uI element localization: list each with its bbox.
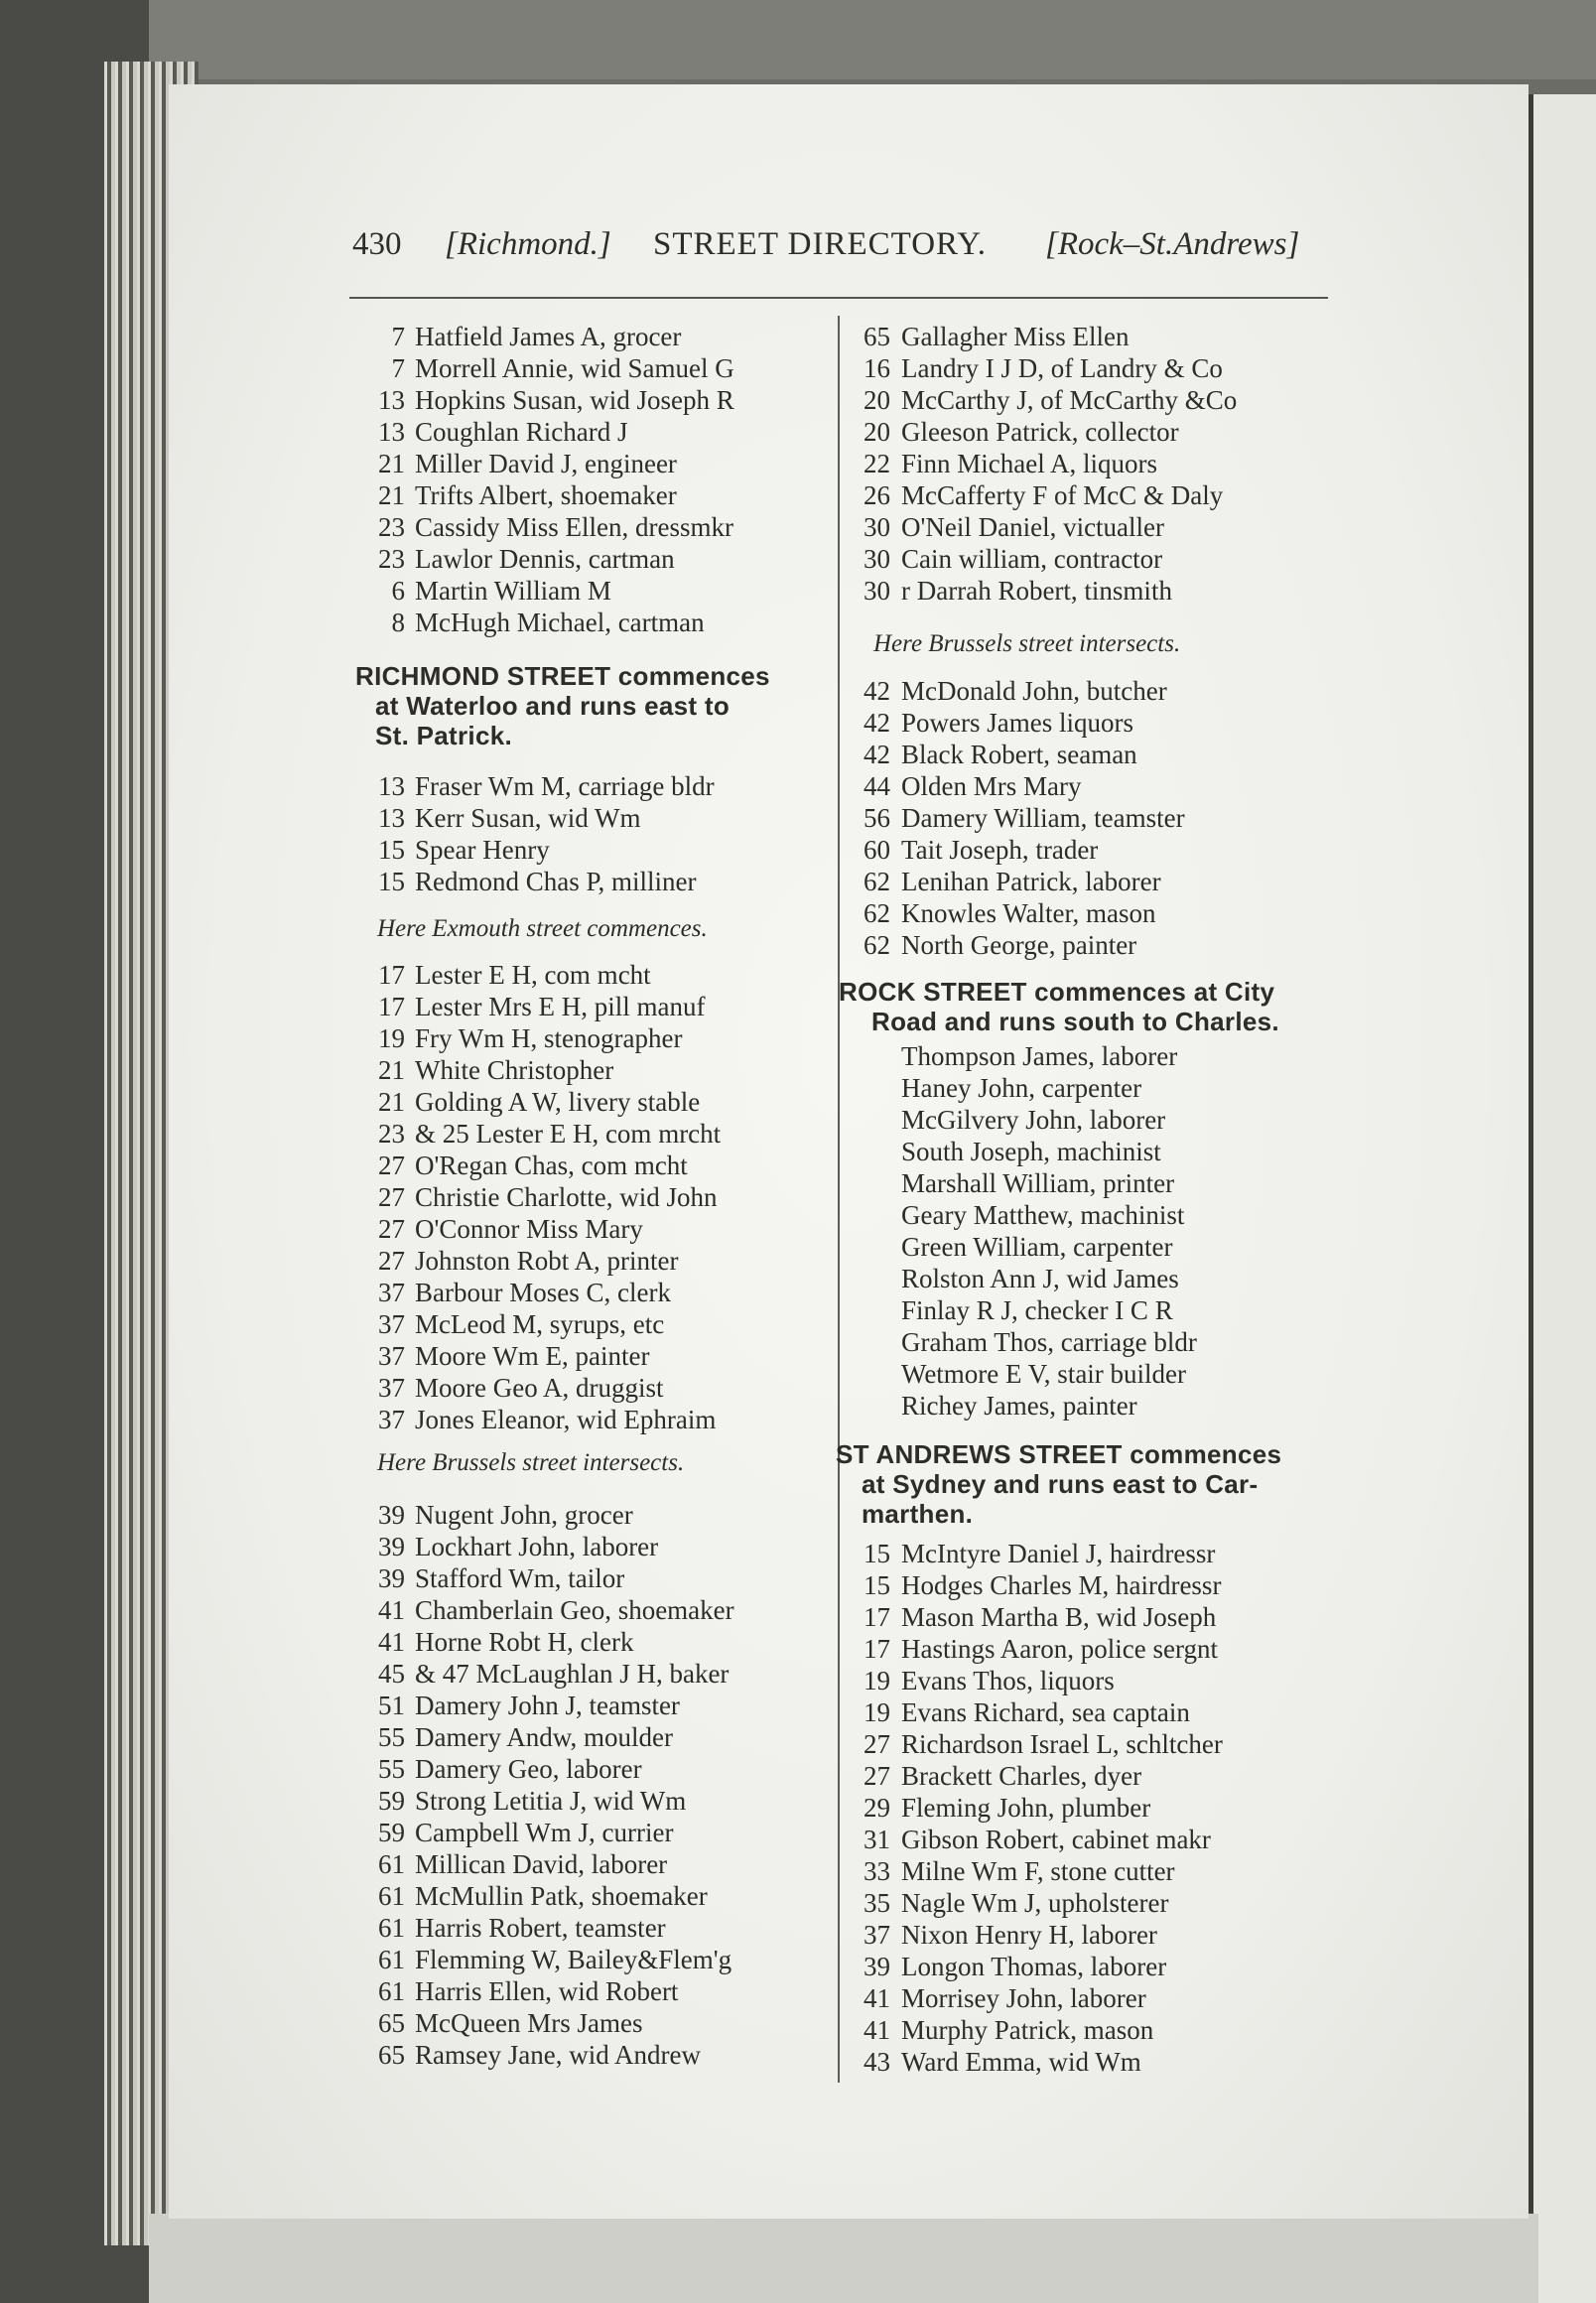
house-number: 62 (864, 930, 890, 960)
resident-name: Evans Richard, sea captain (901, 1697, 1190, 1727)
resident-name: McDonald John, butcher (901, 676, 1167, 706)
resident-name: Ward Emma, wid Wm (901, 2047, 1141, 2077)
resident-name: Martin William M (415, 576, 611, 606)
resident-name: O'Connor Miss Mary (415, 1214, 643, 1244)
house-number: 27 (378, 1214, 405, 1244)
house-number: 65 (864, 322, 890, 351)
resident-name: Finn Michael A, liquors (901, 449, 1157, 478)
resident-name: Cain william, contractor (901, 544, 1163, 574)
resident-name: Jones Eleanor, wid Ephraim (415, 1405, 717, 1434)
resident-name: McLeod M, syrups, etc (415, 1309, 665, 1339)
house-number: 41 (378, 1627, 405, 1657)
resident-name: Richardson Israel L, schltcher (901, 1729, 1223, 1759)
page-header (0, 224, 1596, 274)
resident-name: Kerr Susan, wid Wm (415, 803, 641, 833)
house-number: 19 (864, 1666, 890, 1695)
page-number: 430 (352, 226, 402, 262)
resident-name: Hopkins Susan, wid Joseph R (415, 385, 734, 415)
house-number: 44 (864, 771, 890, 801)
street-heading-line: at Waterloo and runs east to (375, 691, 731, 721)
house-number: 39 (378, 1532, 405, 1561)
resident-name: Nugent John, grocer (415, 1500, 633, 1530)
resident-name: Gibson Robert, cabinet makr (901, 1825, 1211, 1854)
house-number: 31 (864, 1825, 890, 1854)
resident-name: Damery Geo, laborer (415, 1754, 642, 1784)
house-number: 30 (864, 576, 890, 606)
house-number: 61 (378, 1849, 405, 1879)
resident-name: Horne Robt H, clerk (415, 1627, 634, 1657)
resident-name: Strong Letitia J, wid Wm (415, 1786, 687, 1816)
resident-name: Morrisey John, laborer (901, 1983, 1146, 2013)
resident-name: Hastings Aaron, police sergnt (901, 1634, 1218, 1664)
house-number: 30 (864, 544, 890, 574)
house-number: 37 (378, 1341, 405, 1371)
resident-name: Campbell Wm J, currier (415, 1818, 674, 1847)
resident-name: Black Robert, seaman (901, 740, 1137, 769)
house-number: 15 (864, 1539, 890, 1568)
house-number: 30 (864, 512, 890, 542)
house-number: 59 (378, 1786, 405, 1816)
section-note: Here Exmouth street commences. (377, 915, 708, 942)
resident-name: Christie Charlotte, wid John (415, 1182, 718, 1212)
resident-name: Harris Ellen, wid Robert (415, 1976, 679, 2006)
resident-name: South Joseph, machinist (901, 1137, 1161, 1166)
resident-name: Richey James, painter (901, 1391, 1137, 1421)
street-heading-line: RICHMOND STREET commences (355, 661, 770, 691)
resident-name: Damery Andw, moulder (415, 1722, 673, 1752)
street-heading-line: ST ANDREWS STREET commences (836, 1439, 1282, 1469)
house-number: 59 (378, 1818, 405, 1847)
house-number: 20 (864, 385, 890, 415)
resident-name: Lester Mrs E H, pill manuf (415, 992, 706, 1021)
resident-name: Damery John J, teamster (415, 1691, 680, 1720)
house-number: 8 (391, 608, 405, 637)
house-number: 7 (391, 322, 405, 351)
house-number: 62 (864, 867, 890, 896)
resident-name: O'Regan Chas, com mcht (415, 1151, 688, 1180)
house-number: 33 (864, 1856, 890, 1886)
resident-name: Finlay R J, checker I C R (901, 1295, 1173, 1325)
resident-name: Damery William, teamster (901, 803, 1185, 833)
house-number: 42 (864, 676, 890, 706)
house-number: 21 (378, 449, 405, 478)
resident-name: Hatfield James A, grocer (415, 322, 682, 351)
resident-name: Millican David, laborer (415, 1849, 668, 1879)
resident-name: Milne Wm F, stone cutter (901, 1856, 1175, 1886)
resident-name: Longon Thomas, laborer (901, 1952, 1167, 1981)
resident-name: Green William, carpenter (901, 1232, 1173, 1262)
resident-name: Stafford Wm, tailor (415, 1563, 625, 1593)
resident-name: Murphy Patrick, mason (901, 2015, 1154, 2045)
house-number: 19 (864, 1697, 890, 1727)
column-divider (838, 316, 840, 2083)
resident-name: Flemming W, Bailey&Flem'g (415, 1945, 732, 1974)
resident-name: McMullin Patk, shoemaker (415, 1881, 708, 1911)
resident-name: Gallagher Miss Ellen (901, 322, 1130, 351)
house-number: 61 (378, 1913, 405, 1943)
resident-name: Wetmore E V, stair builder (901, 1359, 1187, 1389)
house-number: 13 (378, 385, 405, 415)
house-number: 15 (864, 1570, 890, 1600)
resident-name: Moore Wm E, painter (415, 1341, 650, 1371)
house-number: 35 (864, 1888, 890, 1918)
house-number: 62 (864, 898, 890, 928)
resident-name: McGilvery John, laborer (901, 1105, 1166, 1135)
house-number: 16 (864, 353, 890, 383)
house-number: 15 (378, 867, 405, 896)
header-left-section: [Richmond.] (445, 226, 611, 262)
house-number: 61 (378, 1945, 405, 1974)
street-heading-line: ROCK STREET commences at City (839, 977, 1275, 1007)
resident-name: Rolston Ann J, wid James (901, 1264, 1179, 1293)
resident-name: Evans Thos, liquors (901, 1666, 1115, 1695)
resident-name: Lester E H, com mcht (415, 960, 651, 990)
house-number: 39 (864, 1952, 890, 1981)
resident-name: Hodges Charles M, hairdressr (901, 1570, 1222, 1600)
house-number: 13 (378, 771, 405, 801)
house-number: 27 (864, 1761, 890, 1791)
house-number: 6 (391, 576, 405, 606)
resident-name: Spear Henry (415, 835, 550, 865)
house-number: 13 (378, 803, 405, 833)
resident-name: & 25 Lester E H, com mrcht (415, 1119, 722, 1149)
house-number: 13 (378, 417, 405, 447)
resident-name: Golding A W, livery stable (415, 1087, 701, 1117)
house-number: 65 (378, 2040, 405, 2070)
house-number: 51 (378, 1691, 405, 1720)
resident-name: r Darrah Robert, tinsmith (901, 576, 1172, 606)
resident-name: Cassidy Miss Ellen, dressmkr (415, 512, 733, 542)
resident-name: Powers James liquors (901, 708, 1133, 738)
house-number: 20 (864, 417, 890, 447)
resident-name: Miller David J, engineer (415, 449, 677, 478)
house-number: 37 (378, 1373, 405, 1403)
resident-name: Brackett Charles, dyer (901, 1761, 1142, 1791)
house-number: 27 (378, 1182, 405, 1212)
resident-name: Ramsey Jane, wid Andrew (415, 2040, 701, 2070)
house-number: 37 (378, 1405, 405, 1434)
house-number: 7 (391, 353, 405, 383)
house-number: 41 (864, 1983, 890, 2013)
resident-name: Trifts Albert, shoemaker (415, 480, 677, 510)
resident-name: Johnston Robt A, printer (415, 1246, 679, 1276)
resident-name: Mason Martha B, wid Joseph (901, 1602, 1217, 1632)
house-number: 17 (864, 1602, 890, 1632)
house-number: 19 (378, 1023, 405, 1053)
resident-name: Geary Matthew, machinist (901, 1200, 1185, 1230)
house-number: 37 (864, 1920, 890, 1950)
resident-name: Moore Geo A, druggist (415, 1373, 664, 1403)
house-number: 41 (864, 2015, 890, 2045)
house-number: 29 (864, 1793, 890, 1823)
house-number: 56 (864, 803, 890, 833)
house-number: 45 (378, 1659, 405, 1689)
resident-name: Harris Robert, teamster (415, 1913, 666, 1943)
resident-name: Fraser Wm M, carriage bldr (415, 771, 715, 801)
background (0, 0, 1596, 79)
resident-name: Gleeson Patrick, collector (901, 417, 1179, 447)
resident-name: Tait Joseph, trader (901, 835, 1099, 865)
house-number: 60 (864, 835, 890, 865)
house-number: 43 (864, 2047, 890, 2077)
house-number: 23 (378, 512, 405, 542)
house-number: 42 (864, 708, 890, 738)
resident-name: Nixon Henry H, laborer (901, 1920, 1157, 1950)
section-note: Here Brussels street intersects. (377, 1449, 685, 1476)
page-bottom (149, 2214, 1538, 2303)
house-number: 21 (378, 1055, 405, 1085)
resident-name: McCarthy J, of McCarthy &Co (901, 385, 1238, 415)
resident-name: McCafferty F of McC & Daly (901, 480, 1224, 510)
house-number: 37 (378, 1278, 405, 1307)
house-number: 42 (864, 740, 890, 769)
street-heading-line: Road and runs south to Charles. (871, 1007, 1279, 1036)
resident-name: Morrell Annie, wid Samuel G (415, 353, 734, 383)
resident-name: Marshall William, printer (901, 1168, 1175, 1198)
header-rule (349, 297, 1328, 299)
house-number: 23 (378, 544, 405, 574)
section-note: Here Brussels street intersects. (873, 630, 1181, 657)
resident-name: McIntyre Daniel J, hairdressr (901, 1539, 1216, 1568)
resident-name: Lenihan Patrick, laborer (901, 867, 1161, 896)
resident-name: Redmond Chas P, milliner (415, 867, 697, 896)
house-number: 17 (864, 1634, 890, 1664)
house-number: 65 (378, 2008, 405, 2038)
resident-name: Barbour Moses C, clerk (415, 1278, 671, 1307)
resident-name: White Christopher (415, 1055, 614, 1085)
resident-name: Olden Mrs Mary (901, 771, 1082, 801)
house-number: 39 (378, 1563, 405, 1593)
house-number: 15 (378, 835, 405, 865)
house-number: 27 (378, 1246, 405, 1276)
house-number: 61 (378, 1881, 405, 1911)
resident-name: Lockhart John, laborer (415, 1532, 659, 1561)
resident-name: Coughlan Richard J (415, 417, 628, 447)
resident-name: Fry Wm H, stenographer (415, 1023, 683, 1053)
house-number: 61 (378, 1976, 405, 2006)
house-number: 37 (378, 1309, 405, 1339)
house-number: 17 (378, 992, 405, 1021)
resident-name: Chamberlain Geo, shoemaker (415, 1595, 734, 1625)
house-number: 17 (378, 960, 405, 990)
house-number: 39 (378, 1500, 405, 1530)
resident-name: Thompson James, laborer (901, 1041, 1178, 1071)
facing-page (1533, 94, 1596, 2303)
header-right-section: [Rock–St.Andrews] (1045, 226, 1300, 262)
street-heading-line: St. Patrick. (375, 721, 512, 750)
street-heading-line: marthen. (862, 1499, 974, 1529)
header-title: STREET DIRECTORY. (653, 226, 988, 262)
resident-name: Fleming John, plumber (901, 1793, 1151, 1823)
house-number: 41 (378, 1595, 405, 1625)
house-number: 27 (864, 1729, 890, 1759)
resident-name: North George, painter (901, 930, 1137, 960)
resident-name: & 47 McLaughlan J H, baker (415, 1659, 730, 1689)
resident-name: Landry I J D, of Landry & Co (901, 353, 1223, 383)
resident-name: McHugh Michael, cartman (415, 608, 705, 637)
house-number: 55 (378, 1754, 405, 1784)
resident-name: Lawlor Dennis, cartman (415, 544, 675, 574)
house-number: 26 (864, 480, 890, 510)
house-number: 21 (378, 1087, 405, 1117)
resident-name: McQueen Mrs James (415, 2008, 643, 2038)
resident-name: Knowles Walter, mason (901, 898, 1156, 928)
house-number: 27 (378, 1151, 405, 1180)
house-number: 55 (378, 1722, 405, 1752)
street-heading-line: at Sydney and runs east to Car- (862, 1469, 1259, 1499)
resident-name: O'Neil Daniel, victualler (901, 512, 1165, 542)
house-number: 23 (378, 1119, 405, 1149)
resident-name: Nagle Wm J, upholsterer (901, 1888, 1169, 1918)
resident-name: Graham Thos, carriage bldr (901, 1327, 1197, 1357)
resident-name: Haney John, carpenter (901, 1073, 1142, 1103)
house-number: 22 (864, 449, 890, 478)
house-number: 21 (378, 480, 405, 510)
